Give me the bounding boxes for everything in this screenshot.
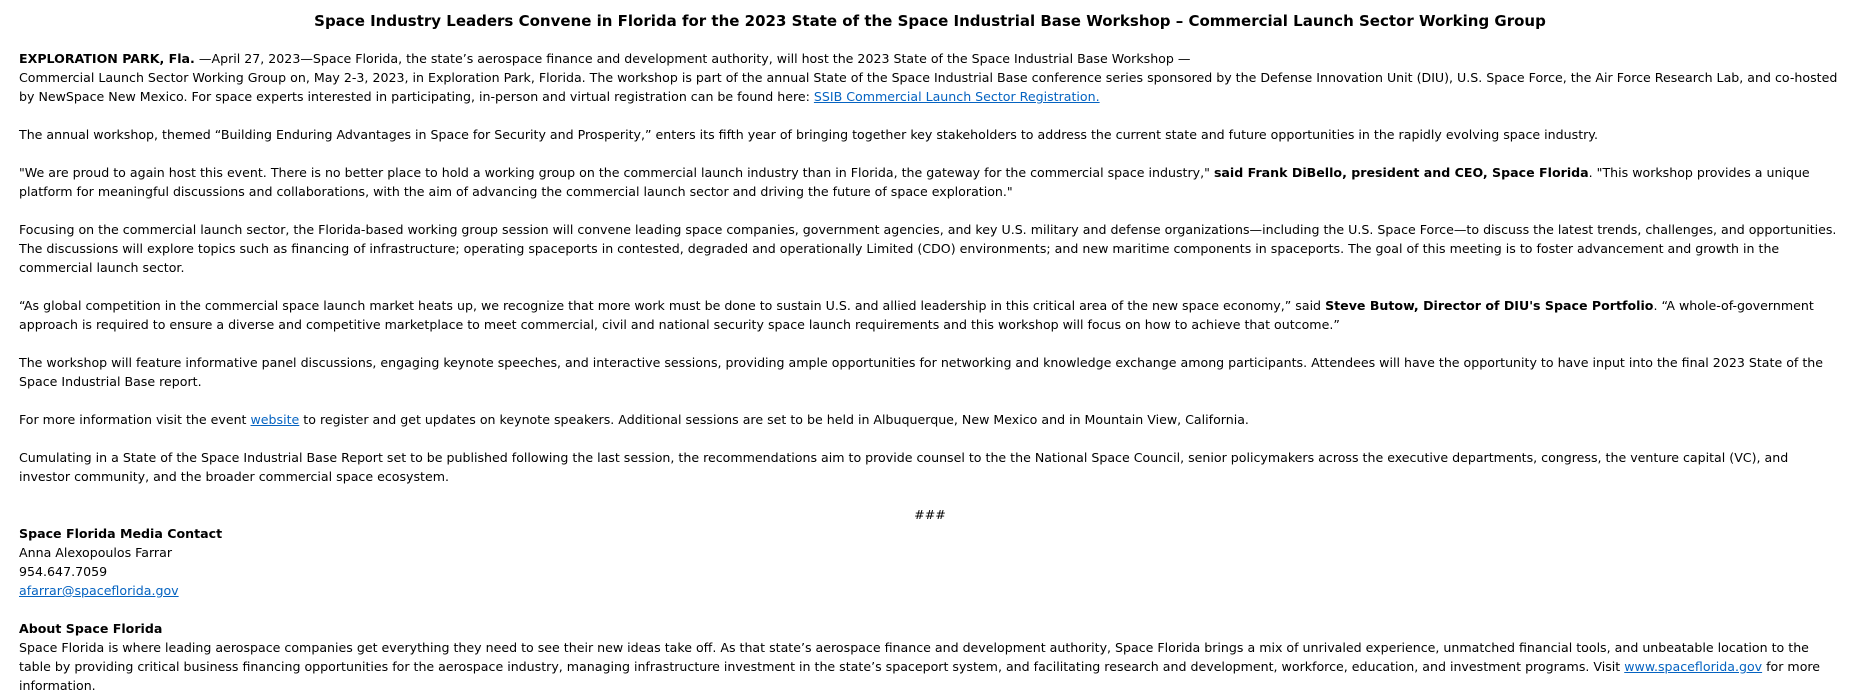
butow-quote-end: . “A whole-of-government approach is required to ensure a diverse and competitive marketplace to meet commercial, civil and national security space launch requirements and this workshop will focus on how to achieve that outcome.”: [19, 298, 1814, 332]
media-contact-heading: Space Florida Media Contact: [19, 526, 223, 541]
page-title: Space Industry Leaders Convene in Florida for the 2023 State of the Space Industrial Base Workshop – Commercial Launch Sector Working Group: [314, 12, 1546, 30]
about-text: Space Florida is where leading aerospace companies get everything they need to see their new ideas take off. As that state’s aerospace finance and development authority, Space Florida brings a mix of unrivaled experience, unmatched financial tools, and unbeatable location to the table by providing critical business financing opportunities for the aerospace industry, managing infrastructure investment in the state’s spaceport system, and facilitating research and development, workforce, education, and investment programs. Visit: [19, 640, 1809, 674]
more-info-start: For more information visit the event: [19, 412, 251, 427]
contact-name: Anna Alexopoulos Farrar: [19, 545, 172, 560]
dibello-quote-paragraph: [19, 163, 1841, 201]
dibello-attribution: said Frank DiBello, president and CEO, Space Florida: [1213, 165, 1589, 180]
report-paragraph: Cumulating in a State of the Space Industrial Base Report set to be published following the last session, the recommendations aim to provide counsel to the the National Space Council, senior policymakers across the executive departments, congress, the venture capital (VC), and investor community, and the broader commercial space ecosystem.: [19, 450, 1789, 484]
contact-phone: 954.647.7059: [19, 564, 108, 579]
theme-paragraph: The annual workshop, themed “Building Enduring Advantages in Space for Security and Prosperity,” enters its fifth year of bringing together key stakeholders to address the current state and future opportunities in the rapidly evolving space industry.: [19, 127, 1598, 142]
more-info-paragraph: [19, 410, 1841, 429]
contact-email-link[interactable]: afarrar@spaceflorida.gov: [19, 583, 179, 598]
registration-link[interactable]: SSIB Commercial Launch Sector Registration.: [813, 89, 1100, 104]
about-paragraph: [19, 638, 1841, 695]
about-section: [19, 619, 1841, 695]
butow-attribution: Steve Butow, Director of DIU's Space Portfolio: [1325, 298, 1654, 313]
dibello-quote-start: "We are proud to again host this event. There is no better place to hold a working group on the commercial launch industry than in Florida, the gateway for the commercial space industry,": [19, 165, 1214, 180]
about-heading: About Space Florida: [19, 621, 163, 636]
intro-rest: Commercial Launch Sector Working Group on, May 2-3, 2023, in Exploration Park, Florida. The workshop is part of the annual State of the Space Industrial Base conference series sponsored by the Defense Innovation Unit (DIU), U.S. Space Force, the Air Force Research Lab, and co-hosted by NewSpace New Mexico. For space experts interested in participating, in-person and virtual registration can be found here:: [19, 70, 1838, 104]
spaceflorida-website-link[interactable]: www.spaceflorida.gov: [1624, 659, 1763, 674]
media-contact: [19, 524, 1841, 600]
dibello-quote-end: . "This workshop provides a unique platform for meaningful discussions and collaborations, with the aim of advancing the commercial launch sector and driving the future of space exploration.": [19, 165, 1810, 199]
more-info-end: to register and get updates on keynote speakers. Additional sessions are set to be held in Albuquerque, New Mexico and in Mountain View, California.: [299, 412, 1249, 427]
dateline: EXPLORATION PARK, Fla.: [19, 51, 195, 66]
end-separator: ###: [914, 507, 946, 522]
intro-line-1: —April 27, 2023—Space Florida, the state’s aerospace finance and development authority, will host the 2023 State of the Space Industrial Base Workshop —: [194, 51, 1191, 66]
features-paragraph: The workshop will feature informative panel discussions, engaging keynote speeches, and interactive sessions, providing ample opportunities for networking and knowledge exchange among participants. Attendees will have the opportunity to have input into the final 2023 State of the Space Industrial Base report.: [19, 355, 1824, 389]
butow-quote-paragraph: [19, 296, 1841, 334]
butow-quote-start: “As global competition in the commercial space launch market heats up, we recognize that more work must be done to sustain U.S. and allied leadership in this critical area of the new space economy,” said: [19, 298, 1326, 313]
focus-paragraph: Focusing on the commercial launch sector, the Florida-based working group session will convene leading space companies, government agencies, and key U.S. military and defense organizations—including the U.S. Space Force—to discuss the latest trends, challenges, and opportunities. The discussions will explore topics such as financing of infrastructure; operating spaceports in contested, degraded and operationally Limited (CDO) environments; and new maritime components in spaceports. The goal of this meeting is to foster advancement and growth in the commercial launch sector.: [19, 222, 1837, 275]
intro-paragraph: [19, 49, 1841, 106]
about-text-end: for more information.: [19, 659, 1821, 693]
event-website-link[interactable]: website: [250, 412, 300, 427]
